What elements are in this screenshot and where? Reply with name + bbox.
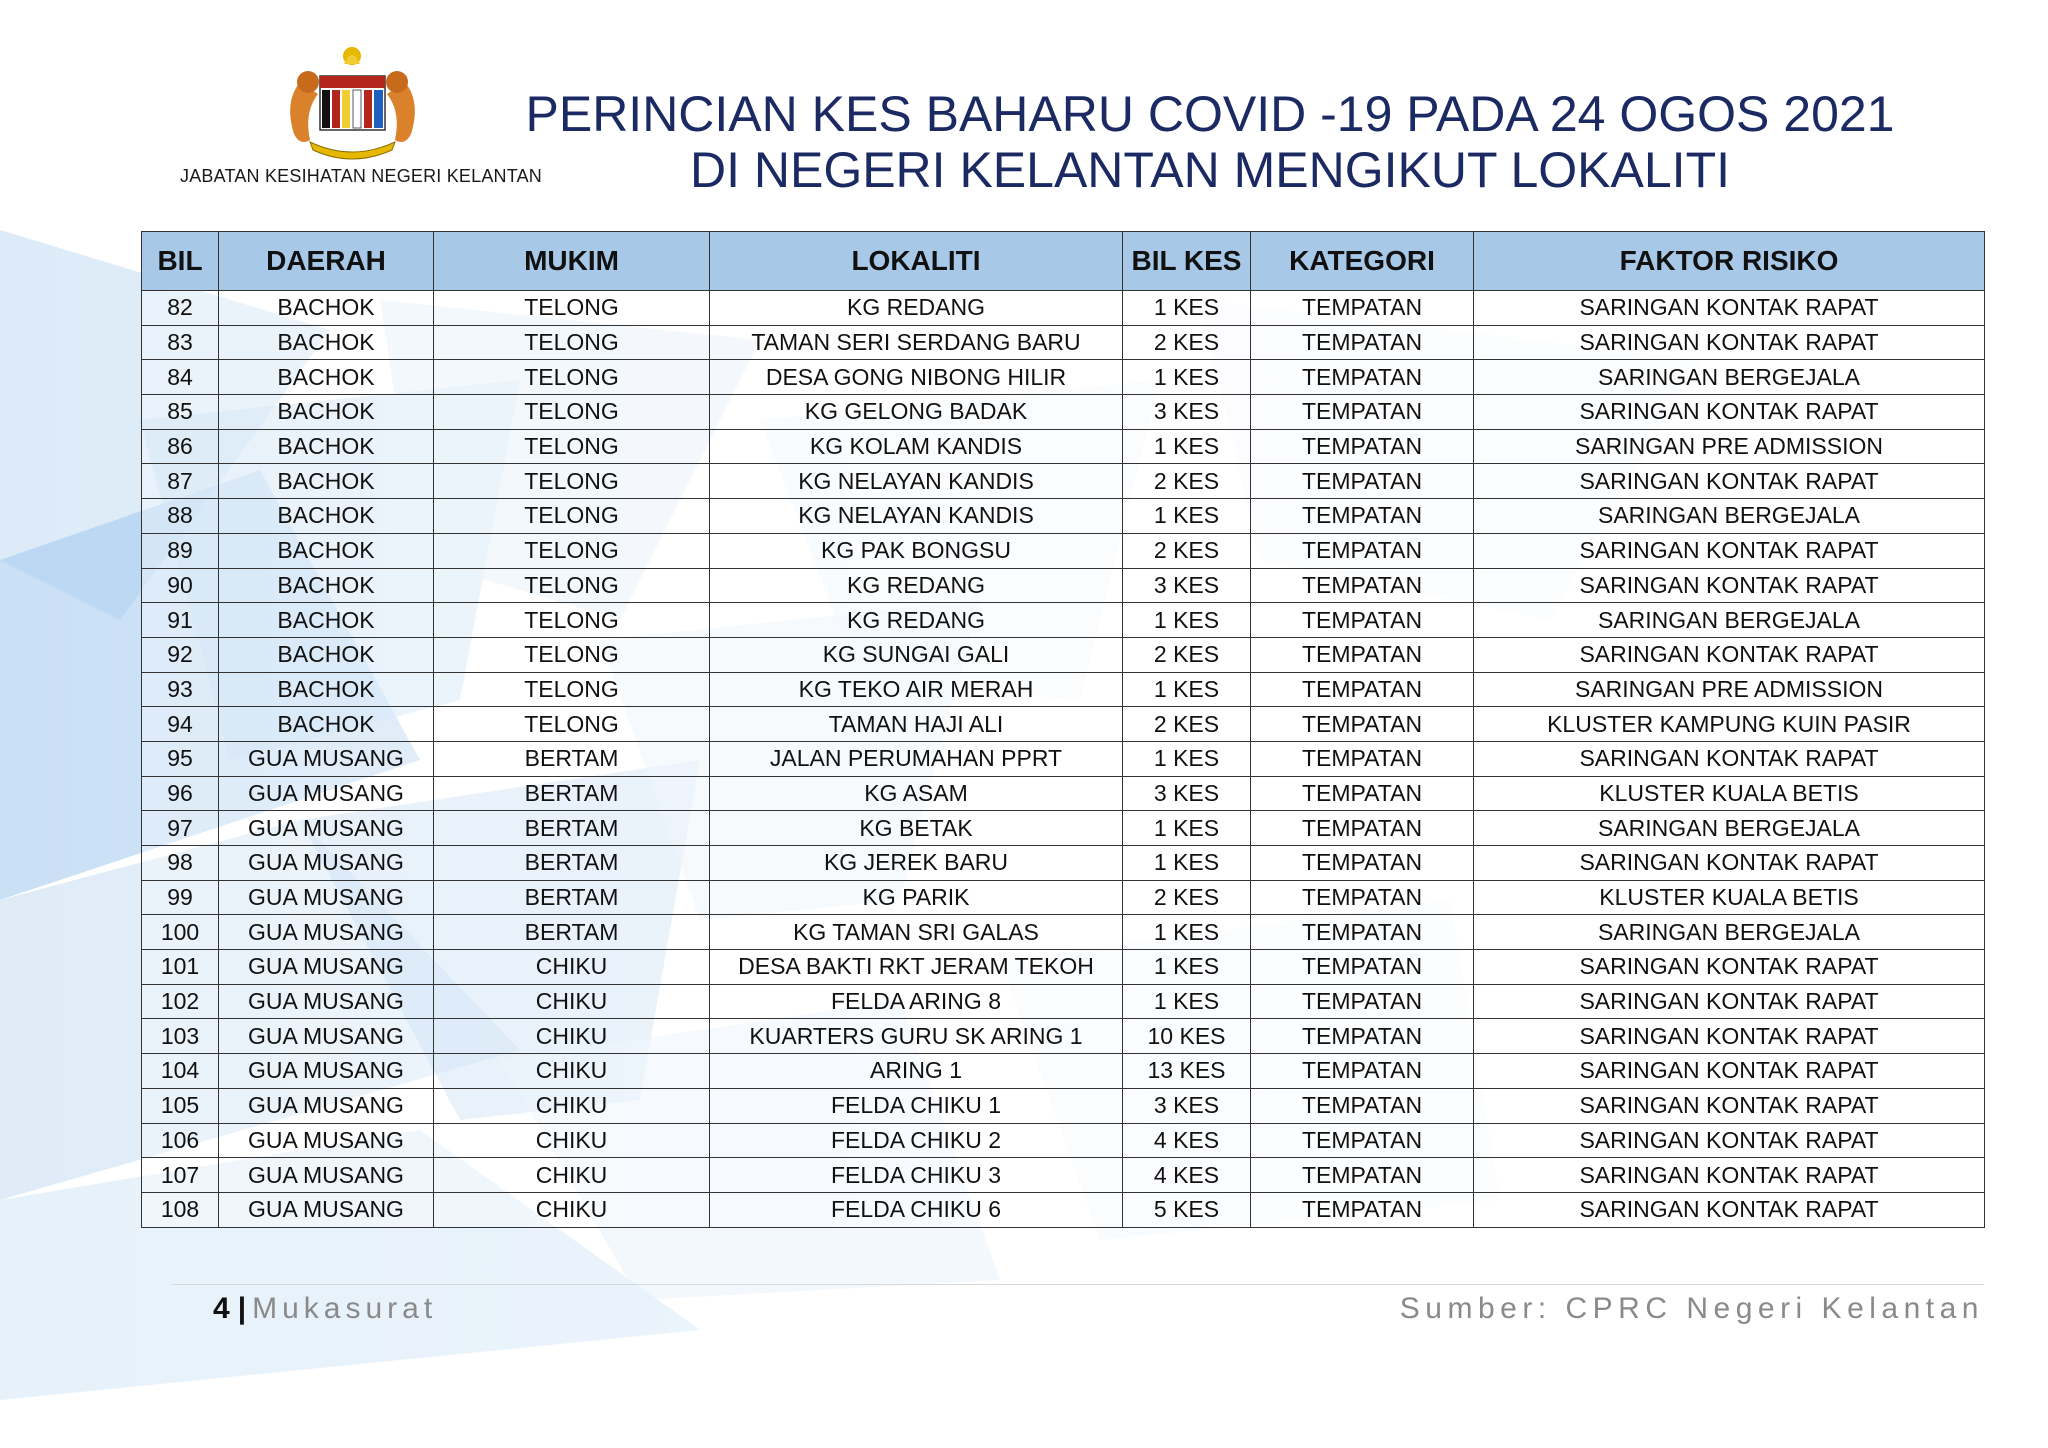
cell-mukim: TELONG xyxy=(434,291,710,326)
table-row xyxy=(142,741,1985,776)
cell-faktor-risiko: SARINGAN KONTAK RAPAT xyxy=(1474,325,1985,360)
cell-bil-kes: 3 KES xyxy=(1123,1088,1251,1123)
cell-daerah: BACHOK xyxy=(219,325,434,360)
header-faktor-risiko: FAKTOR RISIKO xyxy=(1474,232,1985,291)
cell-bil: 89 xyxy=(142,533,219,568)
table-header-row xyxy=(142,232,1985,291)
cell-bil-kes: 1 KES xyxy=(1123,429,1251,464)
cell-bil: 99 xyxy=(142,880,219,915)
table-row xyxy=(142,1192,1985,1227)
cell-kategori: TEMPATAN xyxy=(1251,846,1474,881)
table-row xyxy=(142,637,1985,672)
cell-faktor-risiko: SARINGAN PRE ADMISSION xyxy=(1474,672,1985,707)
cell-lokaliti: KG JEREK BARU xyxy=(710,846,1123,881)
cell-lokaliti: KG NELAYAN KANDIS xyxy=(710,499,1123,534)
cell-lokaliti: KG BETAK xyxy=(710,811,1123,846)
cell-daerah: GUA MUSANG xyxy=(219,811,434,846)
cell-kategori: TEMPATAN xyxy=(1251,1054,1474,1089)
cell-lokaliti: KG NELAYAN KANDIS xyxy=(710,464,1123,499)
cell-lokaliti: KG TEKO AIR MERAH xyxy=(710,672,1123,707)
cell-faktor-risiko: SARINGAN BERGEJALA xyxy=(1474,811,1985,846)
page-number: 4 xyxy=(213,1292,230,1325)
table-row xyxy=(142,672,1985,707)
cell-bil-kes: 13 KES xyxy=(1123,1054,1251,1089)
cell-bil: 82 xyxy=(142,291,219,326)
table-row xyxy=(142,360,1985,395)
table-row xyxy=(142,1088,1985,1123)
cell-daerah: BACHOK xyxy=(219,429,434,464)
cell-bil-kes: 3 KES xyxy=(1123,395,1251,430)
cell-kategori: TEMPATAN xyxy=(1251,776,1474,811)
cell-bil: 107 xyxy=(142,1158,219,1193)
cell-bil-kes: 1 KES xyxy=(1123,811,1251,846)
cases-table-container xyxy=(141,231,1984,1228)
cell-faktor-risiko: SARINGAN BERGEJALA xyxy=(1474,915,1985,950)
cell-faktor-risiko: SARINGAN KONTAK RAPAT xyxy=(1474,1054,1985,1089)
cell-daerah: BACHOK xyxy=(219,672,434,707)
cell-kategori: TEMPATAN xyxy=(1251,291,1474,326)
cell-bil-kes: 2 KES xyxy=(1123,707,1251,742)
table-row xyxy=(142,984,1985,1019)
cell-bil-kes: 3 KES xyxy=(1123,568,1251,603)
cell-faktor-risiko: SARINGAN KONTAK RAPAT xyxy=(1474,950,1985,985)
cell-lokaliti: KUARTERS GURU SK ARING 1 xyxy=(710,1019,1123,1054)
cell-bil-kes: 1 KES xyxy=(1123,499,1251,534)
cell-bil: 92 xyxy=(142,637,219,672)
cell-daerah: GUA MUSANG xyxy=(219,1054,434,1089)
cell-mukim: TELONG xyxy=(434,395,710,430)
cell-bil-kes: 2 KES xyxy=(1123,325,1251,360)
cell-bil: 101 xyxy=(142,950,219,985)
table-row xyxy=(142,1019,1985,1054)
cell-daerah: GUA MUSANG xyxy=(219,880,434,915)
cell-faktor-risiko: KLUSTER KUALA BETIS xyxy=(1474,776,1985,811)
cell-faktor-risiko: SARINGAN KONTAK RAPAT xyxy=(1474,741,1985,776)
cell-lokaliti: KG ASAM xyxy=(710,776,1123,811)
cell-bil: 88 xyxy=(142,499,219,534)
cell-bil-kes: 1 KES xyxy=(1123,950,1251,985)
table-row xyxy=(142,915,1985,950)
cell-lokaliti: KG PAK BONGSU xyxy=(710,533,1123,568)
cell-faktor-risiko: SARINGAN BERGEJALA xyxy=(1474,499,1985,534)
table-row xyxy=(142,395,1985,430)
cell-bil: 85 xyxy=(142,395,219,430)
cell-bil: 102 xyxy=(142,984,219,1019)
footer-source: Sumber: CPRC Negeri Kelantan xyxy=(1399,1292,1984,1325)
cell-mukim: TELONG xyxy=(434,464,710,499)
cell-daerah: GUA MUSANG xyxy=(219,1192,434,1227)
cell-lokaliti: TAMAN HAJI ALI xyxy=(710,707,1123,742)
cell-lokaliti: FELDA CHIKU 1 xyxy=(710,1088,1123,1123)
cell-bil-kes: 2 KES xyxy=(1123,464,1251,499)
cell-bil-kes: 1 KES xyxy=(1123,741,1251,776)
cell-faktor-risiko: SARINGAN KONTAK RAPAT xyxy=(1474,1019,1985,1054)
cell-kategori: TEMPATAN xyxy=(1251,603,1474,638)
cell-daerah: BACHOK xyxy=(219,603,434,638)
cell-bil: 95 xyxy=(142,741,219,776)
cell-mukim: BERTAM xyxy=(434,741,710,776)
cell-bil: 93 xyxy=(142,672,219,707)
cell-daerah: BACHOK xyxy=(219,464,434,499)
table-row xyxy=(142,1158,1985,1193)
cell-lokaliti: TAMAN SERI SERDANG BARU xyxy=(710,325,1123,360)
cell-mukim: TELONG xyxy=(434,325,710,360)
cell-lokaliti: KG PARIK xyxy=(710,880,1123,915)
title-line-2: DI NEGERI KELANTAN MENGIKUT LOKALITI xyxy=(689,142,1731,198)
cell-kategori: TEMPATAN xyxy=(1251,741,1474,776)
cell-bil-kes: 1 KES xyxy=(1123,672,1251,707)
cell-mukim: TELONG xyxy=(434,499,710,534)
cell-kategori: TEMPATAN xyxy=(1251,1192,1474,1227)
table-row xyxy=(142,880,1985,915)
cell-kategori: TEMPATAN xyxy=(1251,1088,1474,1123)
cell-faktor-risiko: KLUSTER KUALA BETIS xyxy=(1474,880,1985,915)
table-row xyxy=(142,533,1985,568)
cell-faktor-risiko: SARINGAN KONTAK RAPAT xyxy=(1474,637,1985,672)
table-row xyxy=(142,603,1985,638)
cell-mukim: CHIKU xyxy=(434,1088,710,1123)
cell-bil: 90 xyxy=(142,568,219,603)
cell-lokaliti: KG SUNGAI GALI xyxy=(710,637,1123,672)
cell-faktor-risiko: SARINGAN KONTAK RAPAT xyxy=(1474,1123,1985,1158)
cell-faktor-risiko: SARINGAN BERGEJALA xyxy=(1474,360,1985,395)
table-row xyxy=(142,1054,1985,1089)
cell-bil: 106 xyxy=(142,1123,219,1158)
cell-mukim: CHIKU xyxy=(434,1192,710,1227)
header-lokaliti: LOKALITI xyxy=(710,232,1123,291)
header-bil: BIL xyxy=(142,232,219,291)
cell-daerah: BACHOK xyxy=(219,568,434,603)
cell-bil: 94 xyxy=(142,707,219,742)
cell-kategori: TEMPATAN xyxy=(1251,880,1474,915)
cell-bil-kes: 2 KES xyxy=(1123,637,1251,672)
cell-bil: 86 xyxy=(142,429,219,464)
cell-lokaliti: DESA BAKTI RKT JERAM TEKOH xyxy=(710,950,1123,985)
header-bil-kes: BIL KES xyxy=(1123,232,1251,291)
cell-bil: 104 xyxy=(142,1054,219,1089)
cell-faktor-risiko: SARINGAN KONTAK RAPAT xyxy=(1474,984,1985,1019)
cell-daerah: BACHOK xyxy=(219,291,434,326)
cell-lokaliti: KG GELONG BADAK xyxy=(710,395,1123,430)
cell-daerah: GUA MUSANG xyxy=(219,741,434,776)
cell-kategori: TEMPATAN xyxy=(1251,811,1474,846)
cell-bil: 103 xyxy=(142,1019,219,1054)
table-row xyxy=(142,846,1985,881)
table-row xyxy=(142,1123,1985,1158)
table-row xyxy=(142,811,1985,846)
cell-lokaliti: FELDA CHIKU 6 xyxy=(710,1192,1123,1227)
header-kategori: KATEGORI xyxy=(1251,232,1474,291)
table-row xyxy=(142,291,1985,326)
cell-lokaliti: KG REDANG xyxy=(710,291,1123,326)
cell-lokaliti: FELDA CHIKU 2 xyxy=(710,1123,1123,1158)
cell-bil-kes: 1 KES xyxy=(1123,291,1251,326)
cell-kategori: TEMPATAN xyxy=(1251,707,1474,742)
cell-faktor-risiko: SARINGAN BERGEJALA xyxy=(1474,603,1985,638)
cell-daerah: BACHOK xyxy=(219,395,434,430)
cell-faktor-risiko: SARINGAN KONTAK RAPAT xyxy=(1474,464,1985,499)
table-row xyxy=(142,950,1985,985)
cell-mukim: BERTAM xyxy=(434,811,710,846)
table-row xyxy=(142,707,1985,742)
cell-mukim: CHIKU xyxy=(434,984,710,1019)
cell-kategori: TEMPATAN xyxy=(1251,429,1474,464)
cell-bil: 87 xyxy=(142,464,219,499)
cell-lokaliti: KG REDANG xyxy=(710,568,1123,603)
cell-daerah: BACHOK xyxy=(219,360,434,395)
cell-mukim: CHIKU xyxy=(434,1158,710,1193)
cell-kategori: TEMPATAN xyxy=(1251,1019,1474,1054)
cell-faktor-risiko: KLUSTER KAMPUNG KUIN PASIR xyxy=(1474,707,1985,742)
cell-bil-kes: 1 KES xyxy=(1123,603,1251,638)
table-row xyxy=(142,429,1985,464)
cell-mukim: TELONG xyxy=(434,672,710,707)
cell-faktor-risiko: SARINGAN KONTAK RAPAT xyxy=(1474,846,1985,881)
cell-daerah: GUA MUSANG xyxy=(219,1123,434,1158)
footer-divider xyxy=(172,1284,1984,1285)
cell-kategori: TEMPATAN xyxy=(1251,672,1474,707)
cell-mukim: CHIKU xyxy=(434,950,710,985)
cell-kategori: TEMPATAN xyxy=(1251,464,1474,499)
cell-kategori: TEMPATAN xyxy=(1251,915,1474,950)
cell-kategori: TEMPATAN xyxy=(1251,1123,1474,1158)
cell-daerah: GUA MUSANG xyxy=(219,984,434,1019)
footer-page xyxy=(213,1292,437,1326)
cell-bil: 91 xyxy=(142,603,219,638)
cell-daerah: GUA MUSANG xyxy=(219,1088,434,1123)
cell-bil-kes: 1 KES xyxy=(1123,360,1251,395)
cell-kategori: TEMPATAN xyxy=(1251,533,1474,568)
cell-mukim: TELONG xyxy=(434,533,710,568)
coat-of-arms-logo xyxy=(270,42,435,167)
cell-lokaliti: DESA GONG NIBONG HILIR xyxy=(710,360,1123,395)
cell-lokaliti: KG KOLAM KANDIS xyxy=(710,429,1123,464)
table-row xyxy=(142,464,1985,499)
cell-daerah: GUA MUSANG xyxy=(219,1019,434,1054)
cell-daerah: BACHOK xyxy=(219,499,434,534)
cell-mukim: BERTAM xyxy=(434,846,710,881)
cell-bil: 97 xyxy=(142,811,219,846)
header-daerah: DAERAH xyxy=(219,232,434,291)
cell-mukim: TELONG xyxy=(434,360,710,395)
title-line-1: PERINCIAN KES BAHARU COVID -19 PADA 24 OGOS 2021 xyxy=(525,86,1895,142)
cell-bil: 98 xyxy=(142,846,219,881)
cell-faktor-risiko: SARINGAN KONTAK RAPAT xyxy=(1474,1192,1985,1227)
cell-bil-kes: 2 KES xyxy=(1123,880,1251,915)
cell-bil-kes: 5 KES xyxy=(1123,1192,1251,1227)
cell-mukim: BERTAM xyxy=(434,915,710,950)
cell-faktor-risiko: SARINGAN PRE ADMISSION xyxy=(1474,429,1985,464)
page-label: Mukasurat xyxy=(252,1292,438,1325)
cell-bil: 84 xyxy=(142,360,219,395)
cell-mukim: CHIKU xyxy=(434,1019,710,1054)
cell-mukim: BERTAM xyxy=(434,776,710,811)
cell-mukim: CHIKU xyxy=(434,1054,710,1089)
cell-daerah: GUA MUSANG xyxy=(219,915,434,950)
cell-daerah: GUA MUSANG xyxy=(219,846,434,881)
table-row xyxy=(142,499,1985,534)
cell-daerah: GUA MUSANG xyxy=(219,776,434,811)
footer-separator: | xyxy=(237,1292,247,1325)
cell-bil-kes: 4 KES xyxy=(1123,1158,1251,1193)
cell-kategori: TEMPATAN xyxy=(1251,568,1474,603)
cell-mukim: BERTAM xyxy=(434,880,710,915)
cases-table xyxy=(141,231,1985,1228)
cell-faktor-risiko: SARINGAN KONTAK RAPAT xyxy=(1474,568,1985,603)
header-mukim: MUKIM xyxy=(434,232,710,291)
cell-bil-kes: 1 KES xyxy=(1123,915,1251,950)
cell-bil-kes: 10 KES xyxy=(1123,1019,1251,1054)
cell-mukim: TELONG xyxy=(434,429,710,464)
cell-mukim: CHIKU xyxy=(434,1123,710,1158)
cell-mukim: TELONG xyxy=(434,603,710,638)
org-name: JABATAN KESIHATAN NEGERI KELANTAN xyxy=(180,166,543,186)
cell-bil-kes: 3 KES xyxy=(1123,776,1251,811)
cell-kategori: TEMPATAN xyxy=(1251,984,1474,1019)
cell-kategori: TEMPATAN xyxy=(1251,360,1474,395)
cell-mukim: TELONG xyxy=(434,568,710,603)
cell-mukim: TELONG xyxy=(434,707,710,742)
cell-lokaliti: FELDA CHIKU 3 xyxy=(710,1158,1123,1193)
cell-bil: 105 xyxy=(142,1088,219,1123)
cell-bil-kes: 1 KES xyxy=(1123,846,1251,881)
cell-daerah: BACHOK xyxy=(219,637,434,672)
cell-lokaliti: ARING 1 xyxy=(710,1054,1123,1089)
table-row xyxy=(142,568,1985,603)
cell-lokaliti: KG REDANG xyxy=(710,603,1123,638)
cell-bil-kes: 1 KES xyxy=(1123,984,1251,1019)
cell-daerah: BACHOK xyxy=(219,707,434,742)
table-row xyxy=(142,325,1985,360)
table-row xyxy=(142,776,1985,811)
cell-kategori: TEMPATAN xyxy=(1251,950,1474,985)
cell-lokaliti: FELDA ARING 8 xyxy=(710,984,1123,1019)
cell-daerah: GUA MUSANG xyxy=(219,1158,434,1193)
cell-lokaliti: KG TAMAN SRI GALAS xyxy=(710,915,1123,950)
cell-faktor-risiko: SARINGAN KONTAK RAPAT xyxy=(1474,1088,1985,1123)
cell-bil: 96 xyxy=(142,776,219,811)
cell-daerah: BACHOK xyxy=(219,533,434,568)
cell-bil-kes: 4 KES xyxy=(1123,1123,1251,1158)
cell-kategori: TEMPATAN xyxy=(1251,325,1474,360)
cell-bil: 108 xyxy=(142,1192,219,1227)
page-title xyxy=(520,86,1900,198)
cell-bil: 83 xyxy=(142,325,219,360)
cell-kategori: TEMPATAN xyxy=(1251,499,1474,534)
cell-faktor-risiko: SARINGAN KONTAK RAPAT xyxy=(1474,395,1985,430)
cell-kategori: TEMPATAN xyxy=(1251,637,1474,672)
cell-bil: 100 xyxy=(142,915,219,950)
table-body xyxy=(142,291,1985,1228)
cell-daerah: GUA MUSANG xyxy=(219,950,434,985)
cell-kategori: TEMPATAN xyxy=(1251,1158,1474,1193)
cell-faktor-risiko: SARINGAN KONTAK RAPAT xyxy=(1474,1158,1985,1193)
cell-bil-kes: 2 KES xyxy=(1123,533,1251,568)
cell-mukim: TELONG xyxy=(434,637,710,672)
cell-kategori: TEMPATAN xyxy=(1251,395,1474,430)
cell-faktor-risiko: SARINGAN KONTAK RAPAT xyxy=(1474,533,1985,568)
cell-faktor-risiko: SARINGAN KONTAK RAPAT xyxy=(1474,291,1985,326)
cell-lokaliti: JALAN PERUMAHAN PPRT xyxy=(710,741,1123,776)
